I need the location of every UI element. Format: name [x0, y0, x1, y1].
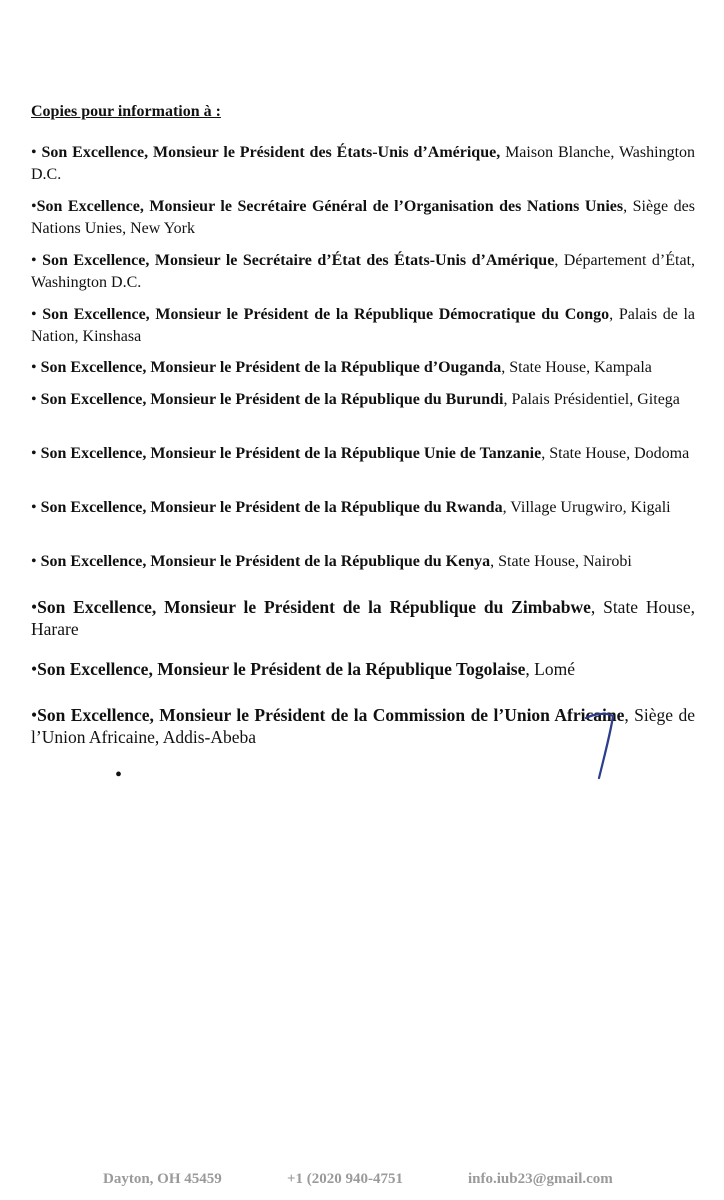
recipient-title: Son Excellence, Monsieur le Président de la République du Zimbabwe: [37, 597, 591, 617]
footer-email: info.iub23@gmail.com: [468, 1171, 613, 1187]
recipient-title: Son Excellence, Monsieur le Président de la République du Rwanda: [40, 499, 503, 516]
copy-recipient-togo-president: [31, 658, 695, 680]
bullet: •: [31, 252, 43, 269]
recipient-address: , State House, Kampala: [501, 359, 652, 376]
recipient-address: , State House, Nairobi: [490, 553, 632, 570]
recipient-title: Son Excellence, Monsieur le Secrétaire Général de l’Organisation des Nations Unies: [36, 198, 624, 215]
footer-address: Dayton, OH 45459: [103, 1171, 222, 1187]
copy-recipient-un-secretary-general: [31, 196, 695, 240]
page-footer: [0, 1171, 724, 1191]
recipient-address: , Siège des Nations Unies, New York: [31, 198, 695, 237]
copies-heading: Copies pour information à :: [31, 103, 221, 120]
recipient-address: , Département d’État, Washington D.C.: [31, 252, 696, 291]
recipient-address: , State House, Harare: [31, 597, 695, 639]
recipient-address: , Village Urugwiro, Kigali: [502, 499, 671, 516]
recipient-title: Son Excellence, Monsieur le Président de la République du Burundi: [40, 391, 504, 408]
recipient-address: , Lomé: [525, 659, 575, 679]
copy-recipient-rwanda-president: [31, 497, 695, 519]
bullet: •: [31, 391, 41, 408]
bullet: •: [31, 144, 42, 161]
bullet: •: [31, 659, 38, 679]
recipient-title: Son Excellence, Monsieur le Président de la Commission de l’Union Africaine: [37, 705, 625, 725]
recipient-address: , Palais Présidentiel, Gitega: [503, 391, 680, 408]
recipient-title: Son Excellence, Monsieur le Président de la République Togolaise: [37, 659, 526, 679]
copy-recipient-tanzania-president: [31, 443, 695, 465]
bullet: •: [31, 499, 41, 516]
handwritten-signature-mark: [580, 710, 620, 790]
bullet: •: [31, 198, 37, 215]
bullet: •: [31, 359, 41, 376]
empty-bullet: •: [115, 764, 123, 786]
recipient-title: Son Excellence, Monsieur le Secrétaire d’État des États-Unis d’Amérique: [42, 252, 555, 269]
recipient-title: Son Excellence, Monsieur le Président de la République d’Ouganda: [40, 359, 502, 376]
bullet: •: [31, 597, 38, 617]
recipient-address: , Palais de la Nation, Kinshasa: [31, 306, 695, 345]
bullet: •: [31, 553, 41, 570]
bullet: •: [31, 445, 41, 462]
bullet: •: [31, 306, 43, 323]
copy-recipient-drc-president: [31, 304, 695, 348]
footer-phone: +1 (2020 940-4751: [287, 1171, 404, 1187]
copy-recipient-us-president: [31, 142, 695, 186]
copy-recipient-zimbabwe-president: [31, 596, 695, 640]
copy-recipient-burundi-president: [31, 389, 695, 411]
copy-recipient-kenya-president: [31, 551, 695, 573]
bullet: •: [31, 705, 38, 725]
recipient-title: Son Excellence, Monsieur le Président de la République Démocratique du Congo: [42, 306, 610, 323]
recipient-address: , State House, Dodoma: [541, 445, 690, 462]
recipient-address: , Siège de l’Union Africaine, Addis-Abeba: [31, 705, 695, 747]
copy-recipient-uganda-president: [31, 357, 695, 379]
recipient-title: Son Excellence, Monsieur le Président de la République du Kenya: [40, 553, 491, 570]
recipient-address: Maison Blanche, Washington D.C.: [31, 144, 696, 183]
recipient-title: Son Excellence, Monsieur le Président des États-Unis d’Amérique,: [41, 144, 501, 161]
recipient-title: Son Excellence, Monsieur le Président de la République Unie de Tanzanie: [40, 445, 542, 462]
copy-recipient-us-secretary-of-state: [31, 250, 695, 294]
